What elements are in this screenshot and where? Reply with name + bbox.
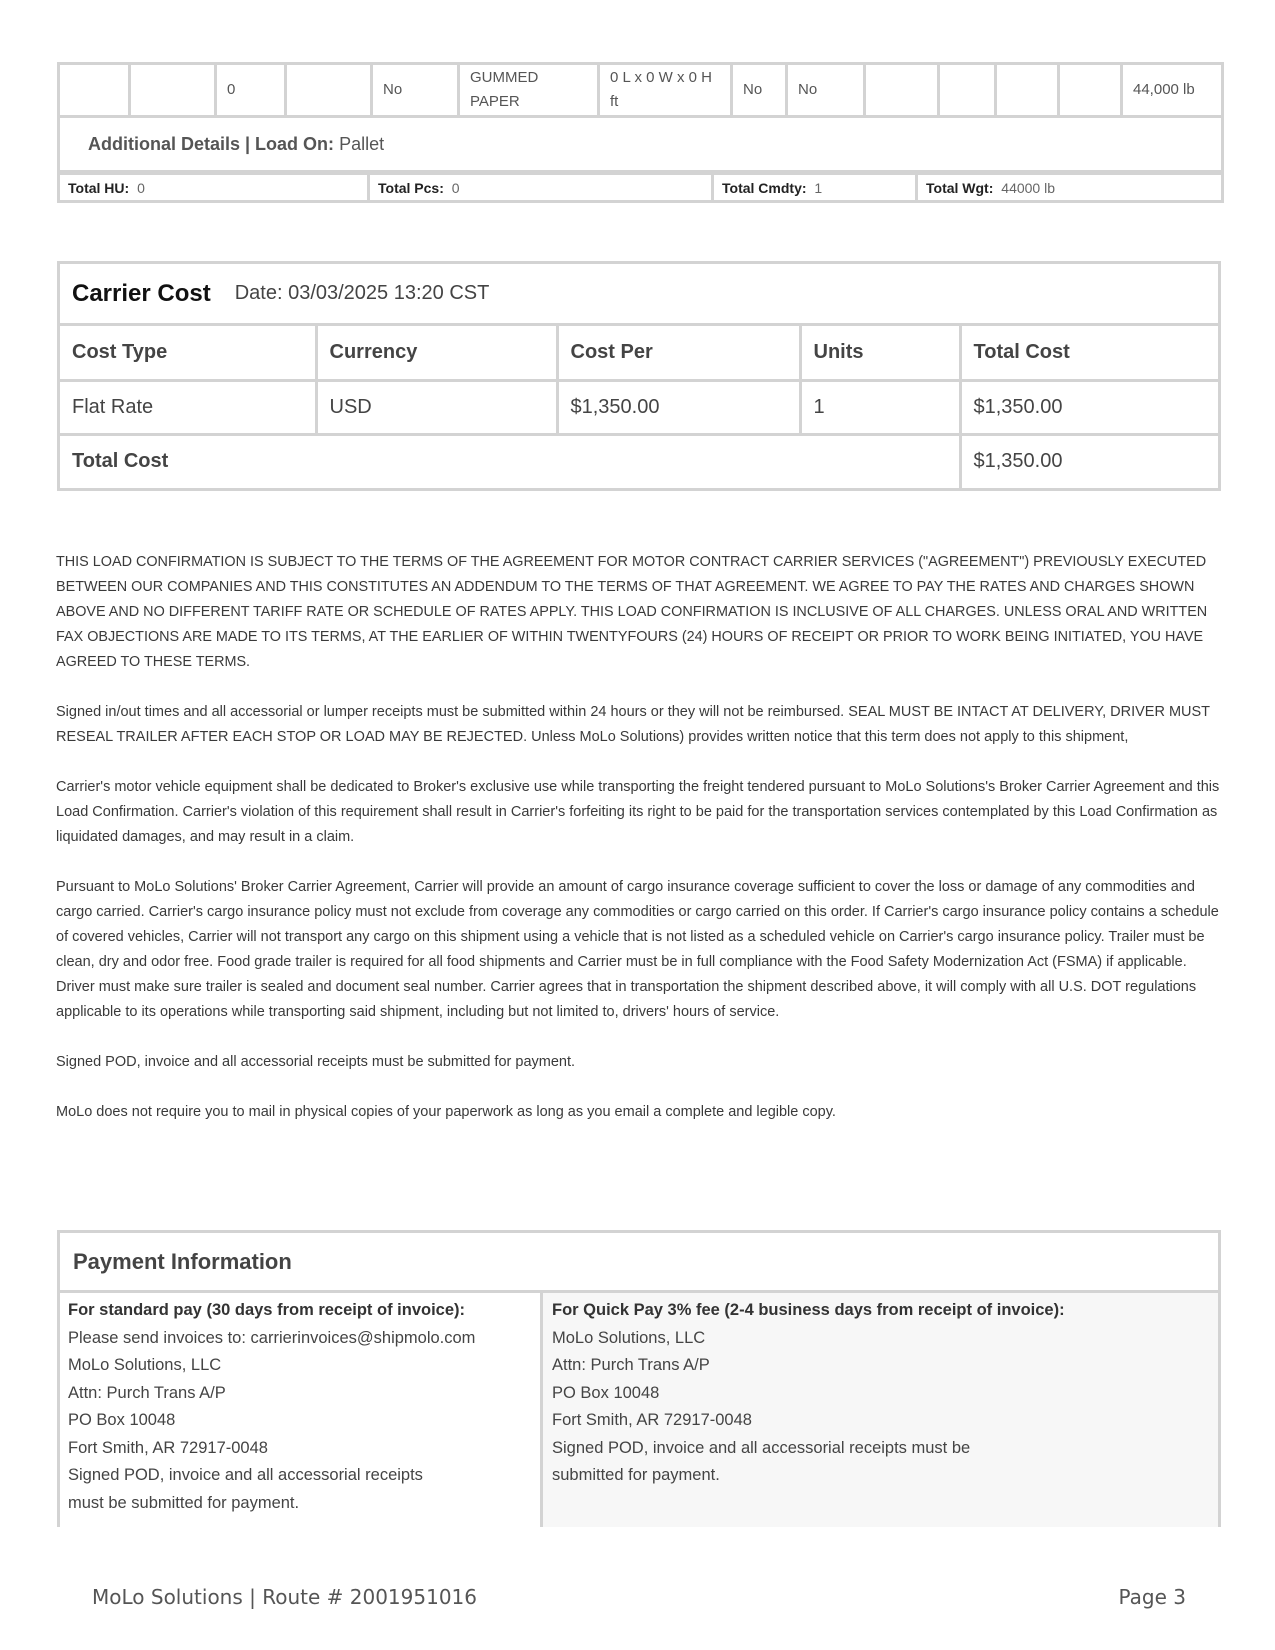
currency-cell: USD [316, 380, 557, 434]
payment-information-section [57, 1230, 1221, 1527]
total-wgt [917, 174, 1223, 202]
standard-pay-line: Fort Smith, AR 72917-0048 [68, 1438, 268, 1457]
total-pcs [369, 174, 713, 202]
quick-pay-line: Attn: Purch Trans A/P [552, 1356, 710, 1374]
column-header: Currency [316, 326, 557, 380]
total-cmdty-value: 1 [814, 179, 823, 196]
terms-section [56, 550, 1226, 1150]
column-header: Units [800, 326, 960, 380]
load-on-value: Pallet [339, 134, 385, 154]
standard-pay-line: must be submitted for payment. [68, 1493, 300, 1512]
quick-pay-line: Fort Smith, AR 72917-0048 [552, 1411, 752, 1429]
quick-pay-column [543, 1293, 1218, 1527]
commodity-cell: 0 L x 0 W x 0 H ft [599, 64, 732, 117]
cost-type-cell: Flat Rate [60, 380, 316, 434]
additional-details-label: Additional Details | Load On: [88, 134, 335, 154]
column-header: Total Cost [960, 326, 1218, 380]
commodity-cell: 44,000 lb [1122, 64, 1223, 117]
total-hu-label: Total HU: [68, 179, 130, 196]
column-header: Cost Per [557, 326, 800, 380]
footer-route: MoLo Solutions | Route # 2001951016 [92, 1585, 477, 1609]
total-cost-row [60, 434, 1218, 488]
total-cmdty [713, 174, 917, 202]
terms-paragraph: THIS LOAD CONFIRMATION IS SUBJECT TO THE TERMS OF THE AGREEMENT FOR MOTOR CONTRACT CARRIER SERVICES ("AGREEMENT") PREVIOUSLY EXECUTED BETWEEN OUR COMPANIES AND THIS CONSTITUTES AN ADDENDUM TO THE TERMS OF THAT AGREEMENT. WE AGREE TO PAY THE RATES AND CHARGES SHOWN ABOVE AND NO DIFFERENT TARIFF RATE OR SCHEDULE OF RATES APPLY. THIS LOAD CONFIRMATION IS INCLUSIVE OF ALL CHARGES. UNLESS ORAL AND WRITTEN FAX OBJECTIONS ARE MADE TO ITS TERMS, AT THE EARLIER OF WITHIN TWENTYFOURS (24) HOURS OF RECEIPT OR PRIOR TO WORK BEING INITIATED, YOU HAVE AGREED TO THESE TERMS. [56, 554, 1208, 670]
commodity-cell [1059, 64, 1122, 117]
additional-details [59, 117, 1223, 172]
total-wgt-label: Total Wgt: [926, 179, 994, 196]
carrier-cost-title: Carrier Cost [72, 279, 211, 307]
total-cost-value: $1,350.00 [973, 450, 1063, 473]
additional-details-row [59, 117, 1223, 172]
quick-pay-line: PO Box 10048 [552, 1383, 660, 1402]
total-pcs-label: Total Pcs: [378, 179, 444, 196]
totals-row [59, 174, 1223, 202]
footer-page-number: Page 3 [1118, 1585, 1186, 1609]
quick-pay-line: Signed POD, invoice and all accessorial receipts must be [552, 1438, 971, 1457]
commodity-table [57, 62, 1224, 173]
total-cost-label: Total Cost [60, 434, 960, 488]
standard-pay-line: Signed POD, invoice and all accessorial receipts [68, 1466, 423, 1484]
total-hu [59, 174, 369, 202]
carrier-cost-table [60, 326, 1218, 488]
quick-pay-line: submitted for payment. [552, 1466, 720, 1484]
cost-per-cell: $1,350.00 [557, 380, 800, 434]
commodity-row [59, 64, 1223, 117]
standard-pay-column [60, 1293, 543, 1527]
commodity-cell [996, 64, 1059, 117]
total-cost-cell: $1,350.00 [960, 380, 1218, 434]
terms-paragraph: Signed in/out times and all accessorial or lumper receipts must be submitted within 24 hours or they will not be reimbursed. SEAL MUST BE INTACT AT DELIVERY, DRIVER MUST RESEAL TRAILER AFTER EACH STOP OR LOAD MAY BE REJECTED. Unless MoLo Solutions) provides written notice that this term does not apply to this shipment, [56, 704, 1210, 745]
commodity-cell: No [732, 64, 787, 117]
commodity-cell: No [787, 64, 865, 117]
total-pcs-value: 0 [451, 179, 460, 196]
commodity-cell [939, 64, 996, 117]
column-header: Cost Type [60, 326, 316, 380]
total-hu-value: 0 [137, 179, 145, 196]
terms-paragraph: Pursuant to MoLo Solutions' Broker Carrier Agreement, Carrier will provide an amount of cargo insurance coverage sufficient to cover the loss or damage of any commodities and cargo carried. Carrier's cargo insurance policy must not exclude from coverage any commodities or cargo carried on this order. If Carrier's cargo insurance policy contains a schedule of covered vehicles, Carrier will not transport any cargo on this shipment using a vehicle that is not listed as a scheduled vehicle on Carrier's cargo insurance policy. Trailer must be clean, dry and odor free. Food grade trailer is required for all food shipments and Carrier must be in full compliance with the Food Safety Modernization Act (FSMA) if applicable. Driver must make sure trailer is sealed and document seal number. Carrier agrees that in transportation the shipment described above, it will comply with all U.S. DOT regulations applicable to its operations while transporting said shipment, including but not limited to, drivers' hours of service. [56, 879, 1219, 1020]
standard-pay-line: Please send invoices to: carrierinvoices@shipmolo.com [68, 1328, 476, 1347]
units-cell: 1 [800, 380, 960, 434]
carrier-cost-header-row [60, 326, 1218, 380]
commodity-cell [865, 64, 939, 117]
standard-pay-line: MoLo Solutions, LLC [68, 1356, 222, 1374]
quick-pay-line: MoLo Solutions, LLC [552, 1328, 706, 1347]
commodity-cell [286, 64, 372, 117]
quick-pay-heading: For Quick Pay 3% fee (2-4 business days from receipt of invoice): [552, 1301, 1065, 1319]
terms-paragraph: Carrier's motor vehicle equipment shall be dedicated to Broker's exclusive use while transporting the freight tendered pursuant to MoLo Solutions's Broker Carrier Agreement and this Load Confirmation. Carrier's violation of this requirement shall result in Carrier's forfeiting its right to be paid for the transportation services contemplated by this Load Confirmation as liquidated damages, and may result in a claim. [56, 779, 1220, 845]
commodity-cell: 0 [216, 64, 286, 117]
carrier-cost-section [57, 261, 1221, 491]
terms-paragraph: Signed POD, invoice and all accessorial receipts must be submitted for payment. [56, 1054, 576, 1070]
total-wgt-value: 44000 lb [1001, 179, 1055, 196]
standard-pay-line: PO Box 10048 [68, 1411, 176, 1429]
carrier-cost-date: Date: 03/03/2025 13:20 CST [234, 282, 490, 304]
payment-information-title: Payment Information [60, 1233, 1218, 1293]
commodity-cell: No [372, 64, 459, 117]
standard-pay-line: Attn: Purch Trans A/P [68, 1383, 226, 1402]
commodity-cell: GUMMED PAPER [459, 64, 599, 117]
totals-table [57, 172, 1224, 203]
table-row [60, 380, 1218, 434]
total-cmdty-label: Total Cmdty: [722, 179, 807, 196]
commodity-cell [59, 64, 130, 117]
commodity-cell [130, 64, 216, 117]
terms-paragraph: MoLo does not require you to mail in physical copies of your paperwork as long as you email a complete and legible copy. [56, 1104, 836, 1120]
carrier-cost-header [60, 264, 1218, 326]
standard-pay-heading: For standard pay (30 days from receipt of invoice): [68, 1301, 466, 1319]
